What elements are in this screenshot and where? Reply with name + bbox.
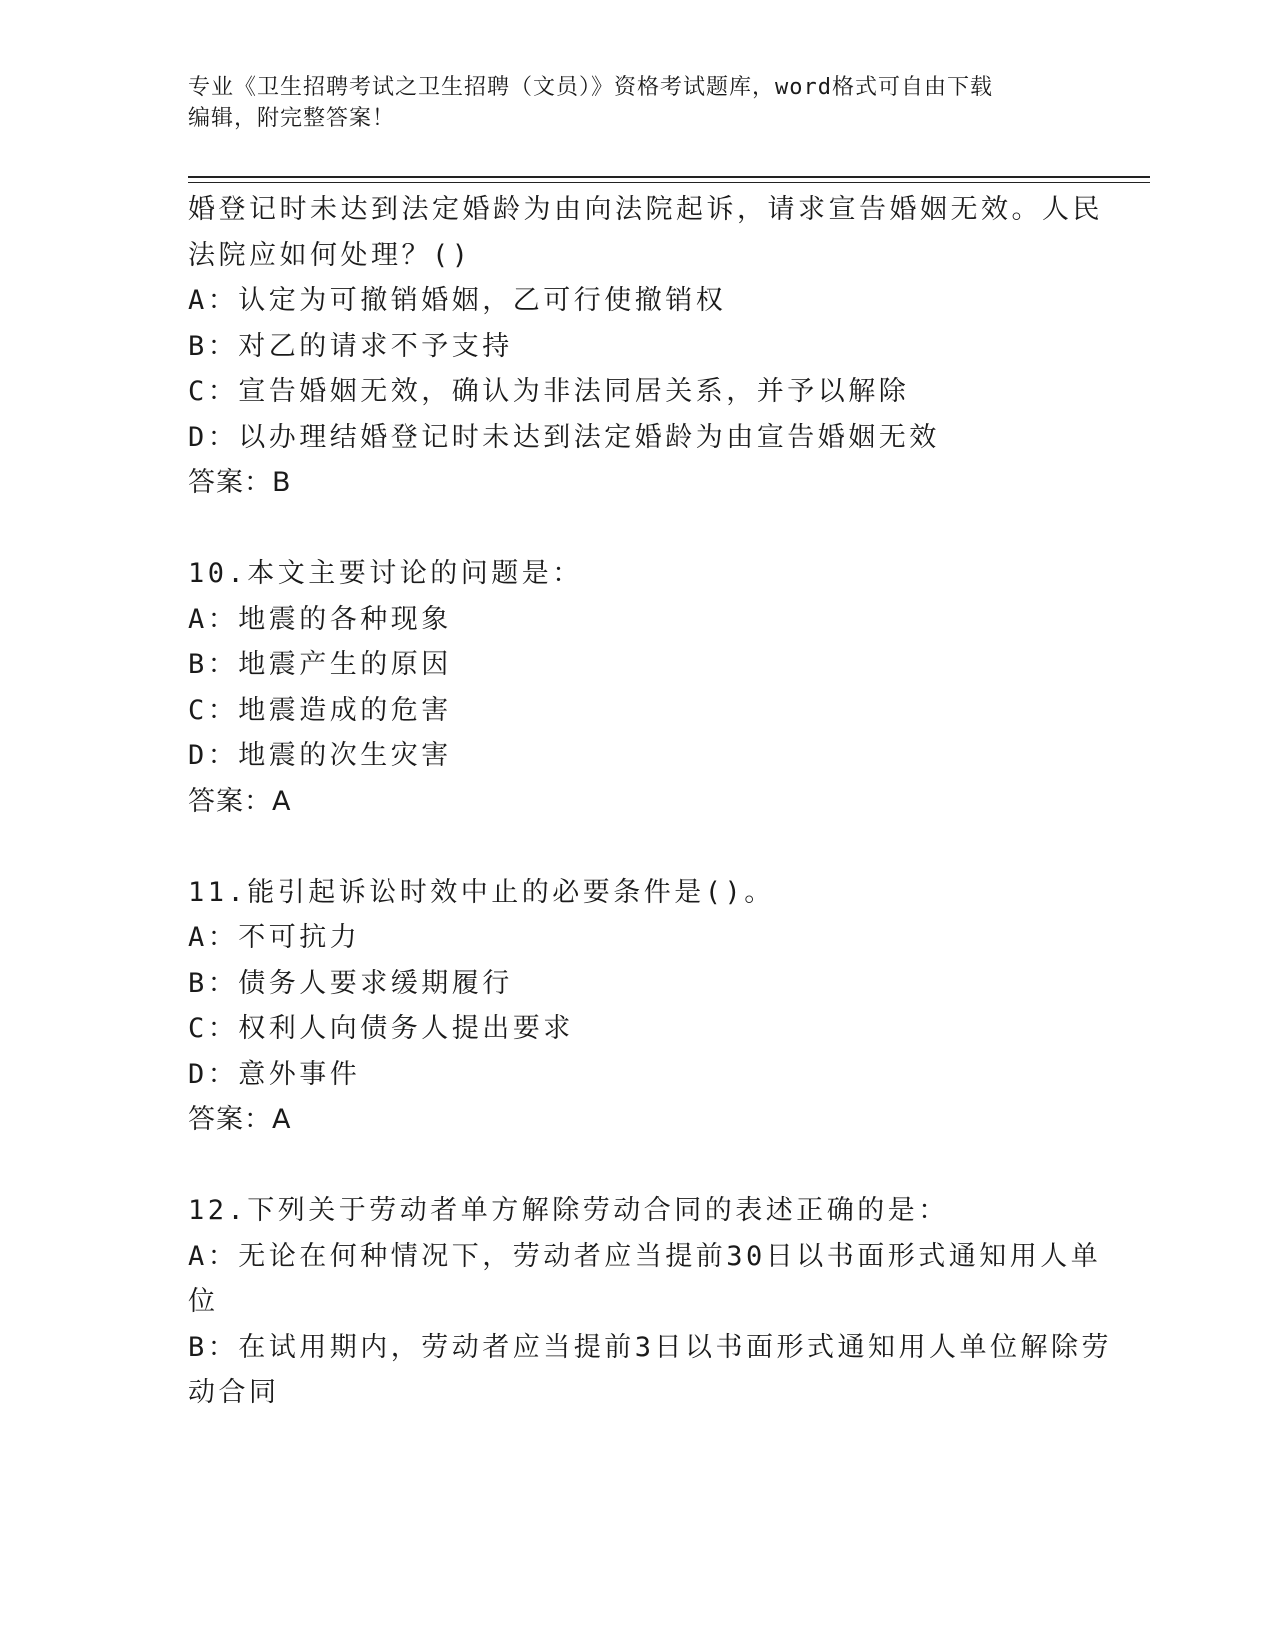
- answer-line: 答案：A: [188, 1104, 292, 1135]
- question-stem: 11.能引起诉讼时效中止的必要条件是()。: [188, 876, 775, 908]
- option-c: C：宣告婚姻无效，确认为非法同居关系，并予以解除: [188, 376, 910, 407]
- option-d: D：地震的次生灾害: [188, 740, 452, 771]
- question-block-12: [188, 1188, 1113, 1416]
- option-b: B：债务人要求缓期履行: [188, 967, 513, 999]
- option-a: A：认定为可撤销婚姻，乙可行使撤销权: [188, 285, 727, 316]
- spacer: [188, 1143, 1088, 1189]
- option-d: D：以办理结婚登记时未达到法定婚龄为由宣告婚姻无效: [188, 421, 940, 453]
- question-block-10: [188, 551, 1088, 824]
- option-c: C：权利人向债务人提出要求: [188, 1013, 574, 1044]
- spacer: [188, 824, 1088, 870]
- option-a: A：不可抗力: [188, 922, 361, 953]
- option-b: B：地震产生的原因: [188, 649, 452, 680]
- option-b: B：对乙的请求不予支持: [188, 330, 513, 362]
- option-d: D：意外事件: [188, 1058, 361, 1090]
- answer-line: 答案：A: [188, 785, 292, 817]
- header-line-2: 编辑，附完整答案！: [188, 106, 396, 131]
- header-divider-thin: [188, 182, 1150, 183]
- question-block-11: [188, 870, 1088, 1143]
- document-header: [188, 72, 1068, 134]
- option-a: A：无论在何种情况下，劳动者应当提前30日以书面形式通知用人单: [188, 1240, 1102, 1272]
- option-a: A：地震的各种现象: [188, 603, 452, 635]
- header-line-1: 专业《卫生招聘考试之卫生招聘（文员）》资格考试题库，word格式可自由下载: [188, 75, 993, 100]
- question-stem-line: 法院应如何处理？(): [188, 239, 472, 271]
- option-c: C：地震造成的危害: [188, 694, 452, 726]
- question-stem-line: 婚登记时未达到法定婚龄为由向法院起诉，请求宣告婚姻无效。人民: [188, 194, 1103, 225]
- answer-line: 答案：B: [188, 467, 292, 498]
- option-b: B：在试用期内，劳动者应当提前3日以书面形式通知用人单位解除劳: [188, 1331, 1113, 1363]
- question-stem: 12.下列关于劳动者单方解除劳动合同的表述正确的是：: [188, 1195, 949, 1226]
- header-divider-thick: [188, 176, 1150, 178]
- option-a-continued: 位: [188, 1286, 219, 1317]
- question-block-continued: [188, 187, 1103, 506]
- question-stem: 10.本文主要讨论的问题是：: [188, 558, 583, 589]
- question-list: [188, 187, 1113, 1416]
- spacer: [188, 506, 1088, 552]
- option-b-continued: 动合同: [188, 1377, 280, 1408]
